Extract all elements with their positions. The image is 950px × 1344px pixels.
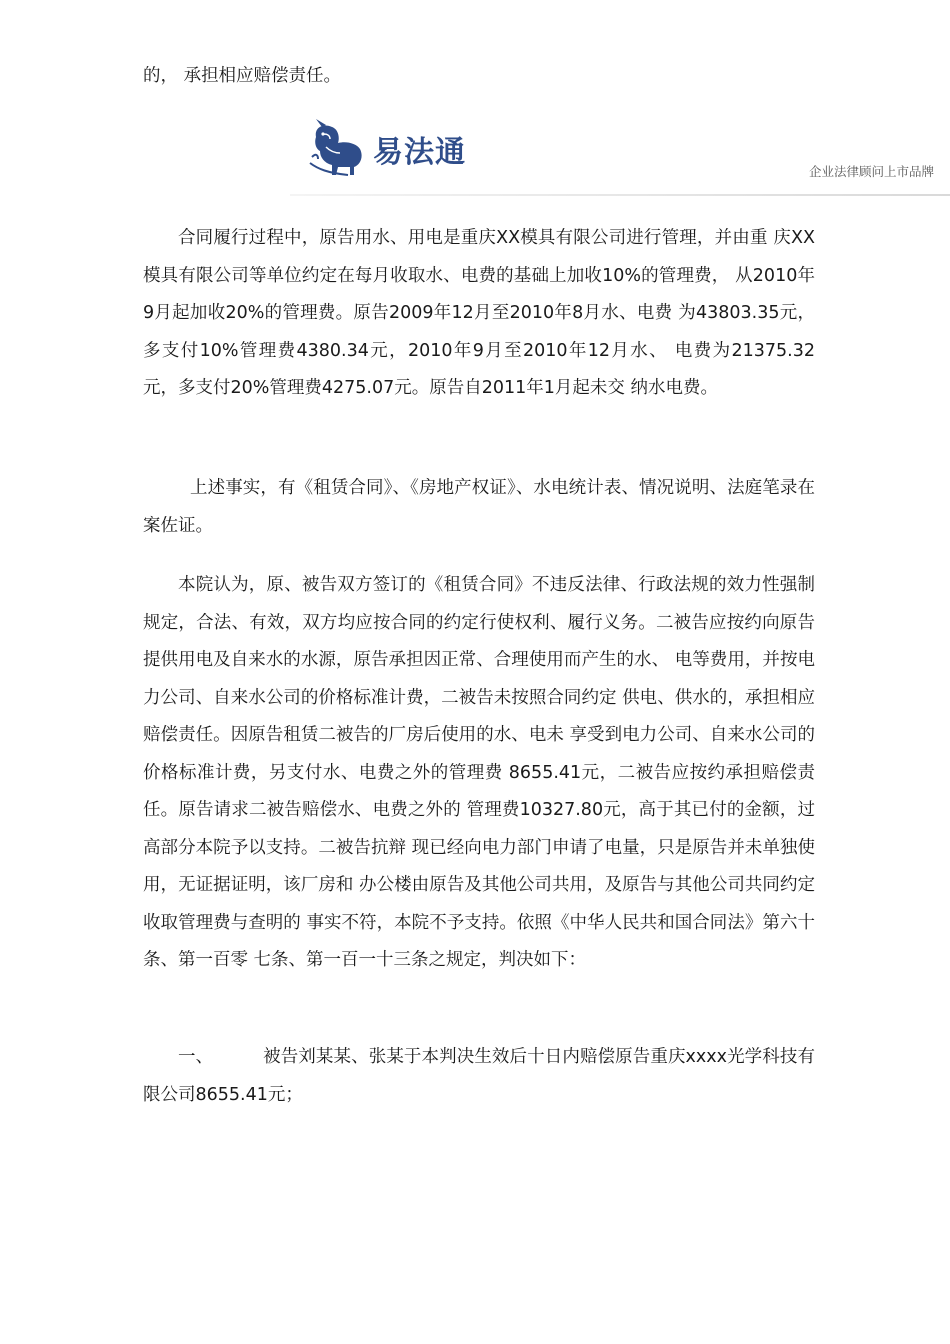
unicorn-logo-icon bbox=[308, 117, 368, 179]
paragraph-court-opinion: 本院认为，原、被告双方签订的《租赁合同》不违反法律、行政法规的效力性强制规定，合法、有效，双方均应按合同的约定行使权利、履行义务。二被告应按约向原告提供用电及自来水的水源，原告承担因正常、合理使用而产生的水、 电等费用，并按电力公司、自来水公司的价格标准计费，二被告未按照合同约定 供电、供水的，承担相应赔偿责任。因原告租赁二被告的厂房后使用的水、电未 享受到电力公司、自来水公司的价格标准计费，另支付水、电费之外的管理费 8655.41元，二被告应按约承担赔偿责任。原告请求二被告赔偿水、电费之外的 管理费10327.80元，高于其已付的金额，过高部分本院予以支持。二被告抗辩 现已经向电力部门申请了电量，只是原告并未单独使用，无证据证明，该厂房和 办公楼由原告及其他公司共用，及原告与其他公司共同约定收取管理费与查明的 事实不符，本院不予支持。依照《中华人民共和国合同法》第六十条、第一百零 七条、第一百一十三条之规定，判决如下： bbox=[143, 575, 815, 970]
paragraph-contract-performance: 合同履行过程中，原告用水、用电是重庆XX模具有限公司进行管理，并由重 庆XX模具有限公司等单位约定在每月收取水、电费的基础上加收10%的管理费， 从2010年9月起加收20%的管理费。原告2009年12月至2010年8月水、电费 为43803.35元，多支付10%管理费4380.34元，2010年9月至2010年12月水、 电费为21375.32元，多支付20%管理费4275.07元。原告自2011年1月起未交 纳水电费。 bbox=[143, 228, 815, 398]
brand-tagline: 企业法律顾问上市品牌 bbox=[808, 164, 934, 179]
brand-logo-text: 易法通 bbox=[373, 135, 466, 170]
paragraph-evidence: 上述事实，有《租赁合同》、《房地产权证》、水电统计表、情况说明、法庭笔录在案佐证。 bbox=[143, 478, 815, 536]
judgment-item-1 bbox=[143, 1039, 815, 1114]
judgment-item-number: 一、 bbox=[178, 1047, 213, 1067]
paragraph-continuation: 的， 承担相应赔偿责任。 bbox=[143, 66, 342, 86]
judgment-item-text: 被告刘某某、张某于本判决生效后十日内赔偿原告重庆xxxx光学科技有 限公司8655.41元； bbox=[143, 1047, 815, 1105]
brand-header bbox=[290, 112, 950, 196]
header-divider bbox=[290, 194, 950, 196]
